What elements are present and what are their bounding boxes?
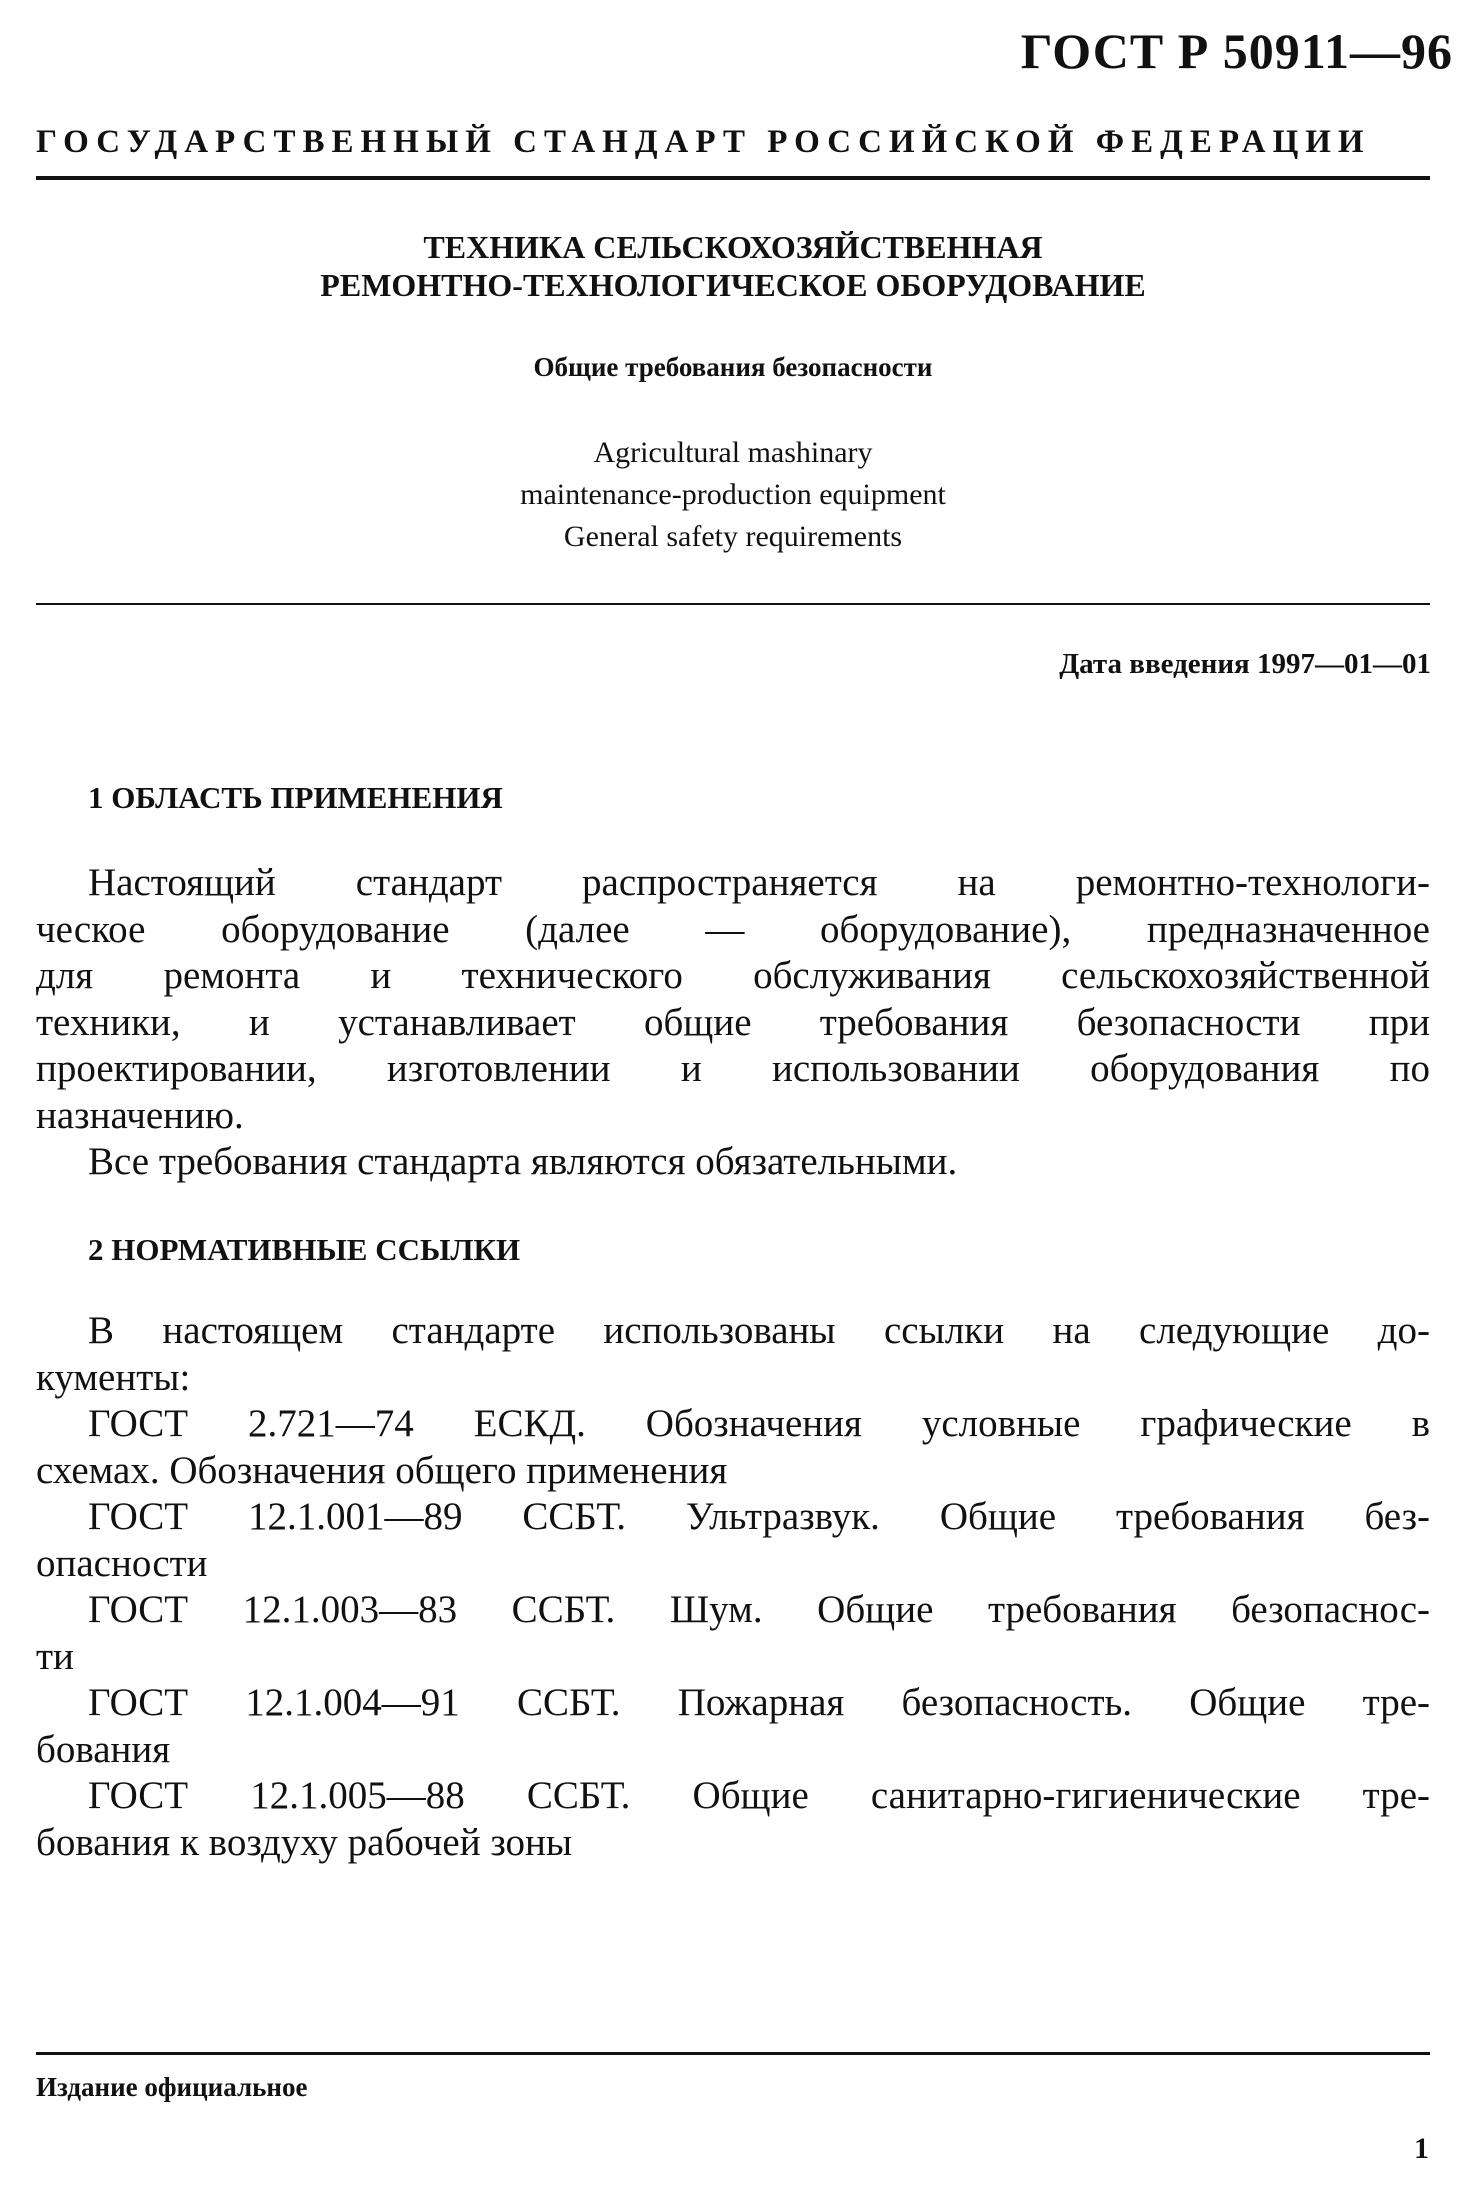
reference-line: бования — [36, 1727, 171, 1771]
reference-line: ГОСТ 12.1.004—91 ССБТ. Пожарная безопасность. Общие тре- — [88, 1681, 1430, 1724]
section-1-line: проектировании, изготовлении и использовании оборудования по — [36, 1047, 1430, 1090]
reference-line: кументы: — [36, 1355, 191, 1399]
section-1-line: для ремонта и технического обслуживания сельскохозяйственной — [36, 954, 1430, 997]
subtitle: Общие требования безопасности — [533, 352, 933, 382]
reference-line: ГОСТ 12.1.001—89 ССБТ. Ультразвук. Общие требования без- — [88, 1495, 1430, 1538]
section-1-line: ческое оборудование (далее — оборудование), предназначенное — [36, 907, 1430, 951]
title-divider — [36, 603, 1430, 605]
reference-line: бования к воздуху рабочей зоны — [36, 1820, 573, 1864]
section-2-body — [36, 1308, 1430, 1866]
section-1-body — [36, 860, 1430, 1186]
top-divider — [36, 176, 1430, 180]
reference-line: ти — [36, 1634, 74, 1678]
state-standard-heading: ГОСУДАРСТВЕННЫЙ СТАНДАРТ РОССИЙСКОЙ ФЕДЕРАЦИИ — [36, 124, 1371, 160]
english-title-line-2: maintenance-production equipment — [520, 478, 946, 511]
document-number: ГОСТ Р 50911—96 — [1020, 23, 1453, 79]
reference-line: В настоящем стандарте использованы ссылки на следующие до- — [88, 1309, 1430, 1352]
english-title-line-1: Agricultural mashinary — [593, 436, 873, 469]
reference-line: ГОСТ 12.1.003—83 ССБТ. Шум. Общие требования безопаснос- — [88, 1588, 1430, 1631]
edition-label: Издание официальное — [36, 2072, 308, 2102]
introduction-date: Дата введения 1997—01—01 — [1059, 648, 1431, 680]
reference-line: ГОСТ 12.1.005—88 ССБТ. Общие санитарно-гигиенические тре- — [88, 1774, 1430, 1817]
reference-line: схемах. Обозначения общего применения — [36, 1448, 728, 1492]
english-title-line-3: General safety requirements — [563, 520, 903, 553]
title-line-1: ТЕХНИКА СЕЛЬСКОХОЗЯЙСТВЕННАЯ — [423, 229, 1043, 265]
page-number: 1 — [1414, 2132, 1429, 2165]
reference-line: ГОСТ 2.721—74 ЕСКД. Обозначения условные графические в — [88, 1402, 1430, 1445]
section-1-line: техники, и устанавливает общие требования безопасности при — [36, 1000, 1430, 1044]
section-1-heading: 1 ОБЛАСТЬ ПРИМЕНЕНИЯ — [88, 780, 503, 815]
section-1-line: Настоящий стандарт распространяется на ремонтно-технологи- — [88, 861, 1430, 904]
footer-divider — [36, 2052, 1430, 2055]
section-2-heading: 2 НОРМАТИВНЫЕ ССЫЛКИ — [88, 1232, 521, 1267]
reference-line: опасности — [36, 1541, 208, 1585]
title-line-2: РЕМОНТНО-ТЕХНОЛОГИЧЕСКОЕ ОБОРУДОВАНИЕ — [320, 267, 1146, 303]
section-1-line: назначению. — [36, 1093, 244, 1137]
section-1-line: Все требования стандарта являются обязательными. — [88, 1140, 958, 1183]
